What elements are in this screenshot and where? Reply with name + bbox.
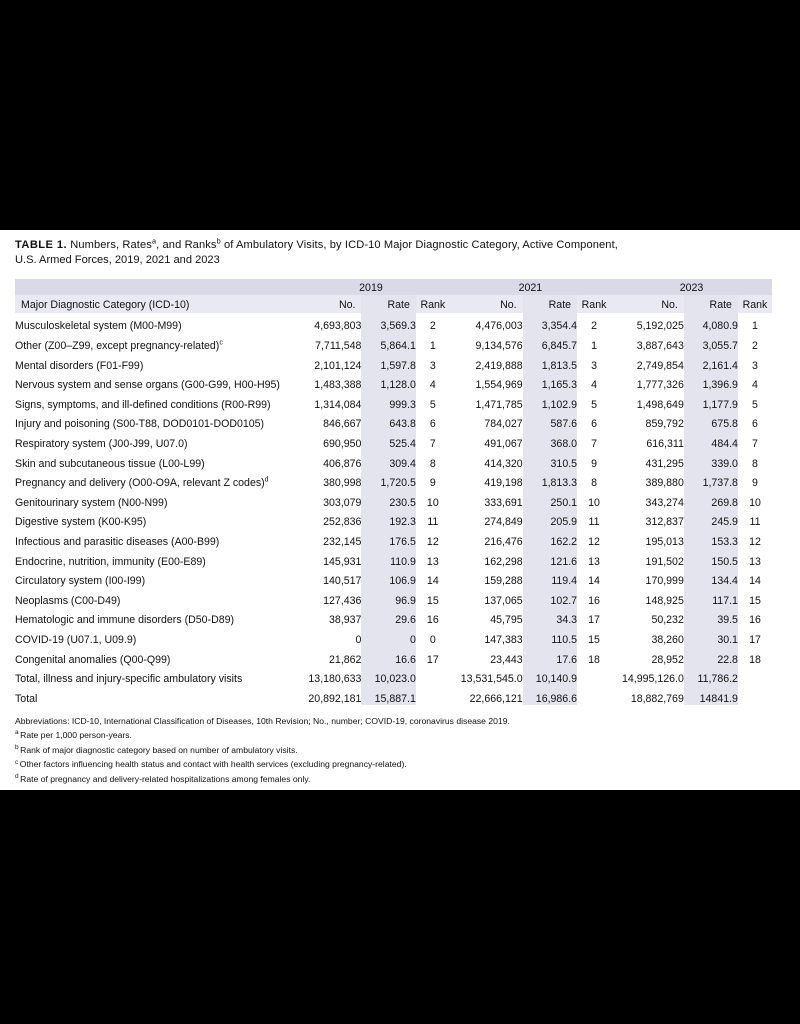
- cell-2021-rank: 6: [591, 418, 597, 431]
- cell-2023-rate: 3,055.7: [684, 332, 738, 352]
- table-row: [15, 587, 772, 607]
- cell-2019-rate: 106.9: [361, 568, 415, 588]
- cell-2021-rate: 34.3: [523, 607, 577, 627]
- cell-2019-rank: 12: [426, 535, 439, 548]
- cell-2023-no: 859,792: [645, 418, 684, 431]
- cell-2023-rate: 134.4: [684, 568, 738, 588]
- row-category-label: COVID-19 (U07.1, U09.9): [15, 633, 137, 646]
- cell-2019-rank: 3: [429, 359, 436, 372]
- row-category-label: Congenital anomalies (Q00-Q99): [15, 653, 171, 666]
- cell-2019-no: 0: [355, 633, 362, 646]
- cell-2019-rank: 11: [427, 516, 439, 529]
- cell-2021-rank: 5: [591, 398, 597, 411]
- cell-2023-rank: 2: [752, 340, 758, 352]
- document-sheet: [0, 230, 800, 790]
- caption-part-3: of Ambulatory Visits, by ICD-10 Major Diagnostic Category, Active Component,: [220, 239, 618, 251]
- column-header-2019-no: No.: [292, 295, 361, 313]
- cell-2019-rate: 999.3: [361, 391, 415, 411]
- column-header-category: Major Diagnostic Category (ICD-10): [15, 295, 292, 313]
- table-row: [15, 568, 772, 588]
- table-row: [15, 548, 772, 568]
- cell-2023-no: 18,882,769: [630, 692, 684, 705]
- cell-2023-rank: 17: [749, 633, 761, 646]
- cell-2021-rate: 119.4: [523, 568, 577, 588]
- cell-2019-no: 380,998: [323, 477, 362, 490]
- row-category-label: Respiratory system (J00-J99, U07.0): [15, 437, 188, 450]
- cell-2021-rate: 110.5: [523, 626, 577, 646]
- year-group-header-row: [15, 279, 772, 295]
- cell-2021-rank: 8: [591, 477, 597, 490]
- cell-2021-rank: 3: [591, 359, 597, 372]
- cell-2019-rate: 29.6: [361, 607, 415, 627]
- footnote-marker-d: d: [264, 476, 269, 484]
- cell-2019-no: 406,876: [323, 457, 362, 470]
- footnote-marker-b: b: [15, 744, 19, 752]
- column-header-2023-rank: Rank: [738, 295, 772, 313]
- table-body: [15, 313, 772, 705]
- cell-2021-rate: 310.5: [523, 450, 577, 470]
- cell-2023-rank: 3: [752, 359, 758, 372]
- table-row: [15, 411, 772, 431]
- table-row: [15, 646, 772, 666]
- cell-2021-rate: 1,165.3: [523, 372, 577, 392]
- cell-2021-rank: 18: [588, 653, 600, 666]
- cell-2021-no: 147,383: [484, 633, 523, 646]
- cell-2023-rate: 2,161.4: [684, 352, 738, 372]
- cell-2023-rate: 22.8: [684, 646, 738, 666]
- cell-2023-rate: 30.1: [684, 626, 738, 646]
- table-row: [15, 313, 772, 333]
- cell-2021-no: 23,443: [490, 653, 523, 666]
- cell-2021-rate: 10,140.9: [523, 666, 577, 686]
- cell-2021-no: 784,027: [484, 418, 523, 431]
- year-group-2023: 2023: [611, 279, 772, 295]
- cell-2023-no: 389,880: [645, 477, 684, 490]
- year-group-2021: 2021: [450, 279, 611, 295]
- cell-2019-no: 7,711,548: [315, 340, 362, 352]
- cell-2023-no: 343,274: [645, 496, 684, 509]
- cell-2019-no: 145,931: [323, 555, 362, 568]
- column-header-2019-rate: Rate: [361, 295, 415, 313]
- cell-2019-rank: 0: [429, 633, 436, 646]
- cell-2023-rank: 4: [752, 379, 758, 392]
- cell-2019-no: 20,892,181: [308, 692, 362, 705]
- cell-2021-rate: 162.2: [523, 528, 577, 548]
- cell-2023-rank: [738, 666, 772, 686]
- table-row: [15, 528, 772, 548]
- cell-2019-rate: 176.5: [361, 528, 415, 548]
- cell-2021-rank: 10: [588, 496, 600, 509]
- cell-2019-rate: 230.5: [361, 489, 415, 509]
- cell-2019-rate: 110.9: [361, 548, 415, 568]
- cell-2021-no: 216,476: [484, 535, 523, 548]
- cell-2019-no: 1,314,084: [314, 398, 362, 411]
- row-category-label: Other (Z00–Z99, except pregnancy-related)$^c$: [15, 339, 223, 352]
- cell-2019-no: 303,079: [323, 496, 362, 509]
- cell-2023-no: 5,192,025: [636, 320, 684, 333]
- cell-2019-no: 1,483,388: [314, 379, 362, 392]
- cell-2021-rate: 121.6: [523, 548, 577, 568]
- cell-2019-rank: 7: [429, 437, 436, 450]
- cell-2023-no: 191,502: [645, 555, 684, 568]
- cell-2023-rate: 150.5: [684, 548, 738, 568]
- cell-2019-no: 232,145: [323, 535, 362, 548]
- cell-2021-no: 4,476,003: [475, 320, 523, 333]
- cell-2019-no: 13,180,633: [308, 673, 362, 686]
- cell-2021-rate: 102.7: [523, 587, 577, 607]
- cell-2023-no: 38,260: [651, 633, 684, 646]
- cell-2021-rank: [577, 685, 611, 705]
- cell-2023-no: 431,295: [645, 457, 684, 470]
- cell-2023-rate: 269.8: [684, 489, 738, 509]
- year-group-2019: 2019: [292, 279, 450, 295]
- cell-2023-rate: 1,177.9: [684, 391, 738, 411]
- cell-2023-no: 28,952: [651, 653, 684, 666]
- table-total-row: [15, 666, 772, 686]
- row-category-label: Injury and poisoning (S00-T88, DOD0101-DOD0105): [15, 418, 265, 431]
- cell-2021-rate: 368.0: [523, 430, 577, 450]
- cell-2023-no: 616,311: [646, 437, 684, 450]
- cell-2021-rate: 1,813.5: [523, 352, 577, 372]
- table-row: [15, 607, 772, 627]
- row-total-label: Total, illness and injury-specific ambulatory visits: [15, 673, 243, 686]
- cell-2021-no: 333,691: [484, 496, 523, 509]
- caption-part-1: Numbers, Rates: [67, 239, 152, 251]
- cell-2019-rank: 17: [426, 653, 439, 666]
- footnote-marker-d: d: [15, 773, 19, 781]
- cell-2023-rate: 14841.9: [684, 685, 738, 705]
- cell-2019-rate: 309.4: [361, 450, 415, 470]
- table-footnotes: [15, 714, 785, 787]
- cell-2023-no: 1,498,649: [636, 398, 684, 411]
- cell-2023-rank: 11: [749, 516, 761, 529]
- cell-2019-no: 252,836: [323, 516, 362, 529]
- cell-2023-rank: 7: [752, 437, 758, 450]
- cell-2019-rank: 9: [429, 477, 436, 490]
- cell-2023-rate: 245.9: [684, 509, 738, 529]
- column-header-2019-rank: Rank: [416, 295, 450, 313]
- row-category-label: Signs, symptoms, and ill-defined conditions (R00-R99): [15, 398, 271, 411]
- cell-2021-rate: 6,845.7: [523, 332, 577, 352]
- cell-2021-rank: 15: [588, 633, 600, 646]
- footnote-marker-a: a: [151, 236, 157, 246]
- cell-2019-rate: 0: [361, 626, 415, 646]
- footnote-b: $^b$ Rank of major diagnostic category based on number of ambulatory visits.: [15, 744, 298, 755]
- cell-2023-rank: 1: [752, 320, 758, 333]
- cell-2023-rank: 16: [749, 614, 761, 627]
- cell-2023-no: 2,749,854: [636, 359, 684, 372]
- cell-2019-no: 21,862: [329, 653, 362, 666]
- cell-2021-rate: 1,813.3: [523, 470, 577, 490]
- table-total-row: [15, 685, 772, 705]
- cell-2021-rank: 12: [588, 535, 600, 548]
- footnote-marker-c: c: [219, 339, 223, 347]
- cell-2021-rate: 587.6: [523, 411, 577, 431]
- table-row: [15, 626, 772, 646]
- cell-2021-no: 491,067: [484, 437, 523, 450]
- cell-2021-no: 45,795: [490, 614, 523, 627]
- cell-2019-rank: [416, 685, 450, 705]
- cell-2021-rate: 205.9: [523, 509, 577, 529]
- cell-2023-rate: 11,786.2: [684, 666, 738, 686]
- abbreviations-note: Abbreviations: ICD-10, International Classification of Diseases, 10th Revision; No., number; COVID-19, coronavirus disease 2019.: [15, 715, 510, 726]
- table-row: [15, 332, 772, 352]
- cell-2019-rank: 13: [426, 555, 439, 568]
- cell-2021-rate: 250.1: [523, 489, 577, 509]
- cell-2019-rank: 1: [429, 340, 436, 352]
- cell-2019-rank: 2: [429, 320, 436, 333]
- cell-2019-rank: 6: [429, 418, 436, 431]
- cell-2021-rank: 11: [588, 516, 600, 529]
- row-category-label: Endocrine, nutrition, immunity (E00-E89): [15, 555, 206, 568]
- cell-2023-rank: 18: [749, 653, 761, 666]
- column-header-2023-no: No.: [611, 295, 684, 313]
- cell-2023-rank: 13: [749, 555, 761, 568]
- cell-2021-rank: 14: [588, 575, 600, 588]
- cell-2023-rate: 4,080.9: [684, 313, 738, 333]
- cell-2023-no: 312,837: [645, 516, 684, 529]
- cell-2021-no: 159,288: [484, 575, 523, 588]
- footnote-marker-c: c: [15, 758, 19, 766]
- year-band-spacer: [15, 279, 292, 295]
- table-row: [15, 430, 772, 450]
- cell-2021-no: 1,471,785: [475, 398, 523, 411]
- cell-2019-rank: 8: [429, 457, 436, 470]
- cell-2021-rank: 13: [588, 555, 600, 568]
- cell-2023-rate: 339.0: [684, 450, 738, 470]
- cell-2021-no: 2,419,888: [475, 359, 523, 372]
- footnote-d: $^d$ Rate of pregnancy and delivery-related hospitalizations among females only.: [15, 773, 311, 785]
- cell-2021-no: 414,320: [484, 457, 523, 470]
- cell-2023-rate: 153.3: [684, 528, 738, 548]
- cell-2021-rank: 7: [591, 437, 597, 450]
- cell-2023-no: 195,013: [645, 535, 684, 548]
- cell-2021-no: 274,849: [484, 516, 523, 529]
- cell-2019-rank: [416, 666, 450, 686]
- table-number-label: TABLE 1.: [15, 239, 68, 251]
- row-category-label: Infectious and parasitic diseases (A00-B99): [15, 535, 220, 548]
- cell-2023-rank: [738, 685, 772, 705]
- cell-2019-no: 846,667: [323, 418, 362, 431]
- table-row: [15, 391, 772, 411]
- column-header-2021-no: No.: [450, 295, 523, 313]
- cell-2021-no: 13,531,545.0: [460, 673, 523, 686]
- cell-2019-rate: 192.3: [361, 509, 415, 529]
- cell-2019-no: 4,693,803: [314, 320, 362, 333]
- cell-2021-no: 22,666,121: [469, 692, 523, 705]
- cell-2019-rate: 1,128.0: [361, 372, 415, 392]
- cell-2023-no: 1,777,326: [636, 379, 684, 392]
- cell-2019-rate: 1,720.5: [361, 470, 415, 490]
- row-total-label: Total: [15, 692, 38, 705]
- cell-2023-rank: 6: [752, 418, 758, 431]
- cell-2023-no: 14,995,126.0: [621, 673, 684, 686]
- table-row: [15, 372, 772, 392]
- cell-2019-rate: 16.6: [361, 646, 415, 666]
- table-row: [15, 470, 772, 490]
- cell-2019-no: 690,950: [323, 437, 362, 450]
- cell-2019-rate: 15,887.1: [361, 685, 415, 705]
- cell-2019-rank: 10: [426, 496, 439, 509]
- row-category-label: Skin and subcutaneous tissue (L00-L99): [15, 457, 205, 470]
- cell-2019-no: 2,101,124: [314, 359, 362, 372]
- cell-2023-no: 3,887,643: [636, 340, 684, 352]
- table-row: [15, 509, 772, 529]
- row-category-label: Nervous system and sense organs (G00-G99, H00-H95): [15, 379, 280, 392]
- cell-2023-rank: 14: [749, 575, 761, 588]
- column-header-row: [15, 295, 772, 313]
- table-caption-line2: U.S. Armed Forces, 2019, 2021 and 2023: [15, 254, 220, 267]
- cell-2021-rank: 2: [591, 320, 597, 333]
- cell-2023-no: 148,925: [645, 594, 684, 607]
- cell-2021-rank: 4: [591, 379, 597, 392]
- row-category-label: Hematologic and immune disorders (D50-D89): [15, 614, 235, 627]
- cell-2021-rate: 1,102.9: [523, 391, 577, 411]
- table-row: [15, 352, 772, 372]
- ambulatory-visits-table: [15, 279, 772, 705]
- cell-2021-rate: 3,354.4: [523, 313, 577, 333]
- cell-2019-rate: 525.4: [361, 430, 415, 450]
- footnote-marker-b: b: [216, 236, 221, 246]
- cell-2019-rank: 16: [426, 614, 439, 627]
- cell-2021-rate: 17.6: [523, 646, 577, 666]
- table-caption: [15, 238, 785, 253]
- cell-2023-rank: 15: [749, 594, 761, 607]
- column-header-2021-rate: Rate: [523, 295, 577, 313]
- footnote-c: $^c$ Other factors influencing health status and contact with health services (excluding pregnancy-related).: [15, 758, 407, 770]
- cell-2021-no: 419,198: [484, 477, 523, 490]
- row-category-label: Pregnancy and delivery (O00-O9A, relevant Z codes)$^d$: [15, 476, 269, 490]
- cell-2021-no: 137,065: [484, 594, 523, 607]
- cell-2023-rate: 484.4: [684, 430, 738, 450]
- footnote-a: $^a$ Rate per 1,000 person-years.: [15, 729, 132, 741]
- cell-2019-no: 127,436: [323, 594, 362, 607]
- cell-2023-rate: 39.5: [684, 607, 738, 627]
- cell-2023-rate: 117.1: [684, 587, 738, 607]
- cell-2023-no: 170,999: [645, 575, 684, 588]
- row-category-label: Mental disorders (F01-F99): [15, 359, 144, 372]
- cell-2021-rank: 16: [588, 594, 600, 607]
- cell-2023-rate: 675.8: [684, 411, 738, 431]
- caption-part-2: , and Ranks: [156, 239, 217, 251]
- cell-2023-rate: 1,396.9: [684, 372, 738, 392]
- cell-2023-rank: 8: [752, 457, 758, 470]
- cell-2023-rank: 12: [749, 535, 761, 548]
- cell-2019-rate: 3,569.3: [361, 313, 415, 333]
- cell-2021-rank: 17: [588, 614, 600, 627]
- cell-2019-rank: 4: [429, 379, 436, 392]
- cell-2019-no: 140,517: [323, 575, 362, 588]
- cell-2021-no: 1,554,969: [475, 379, 523, 392]
- cell-2021-no: 162,298: [484, 555, 523, 568]
- column-header-2023-rate: Rate: [684, 295, 738, 313]
- table-row: [15, 489, 772, 509]
- row-category-label: Musculoskeletal system (M00-M99): [15, 320, 182, 333]
- cell-2023-rate: 1,737.8: [684, 470, 738, 490]
- cell-2023-rank: 5: [752, 398, 758, 411]
- cell-2021-rank: 9: [591, 457, 597, 470]
- footnote-marker-a: a: [15, 729, 19, 737]
- cell-2023-rank: 9: [752, 477, 758, 490]
- row-category-label: Circulatory system (I00-I99): [15, 575, 146, 588]
- row-category-label: Neoplasms (C00-D49): [15, 594, 121, 607]
- cell-2023-no: 50,232: [651, 614, 684, 627]
- cell-2019-no: 38,937: [329, 614, 362, 627]
- column-header-2021-rank: Rank: [577, 295, 611, 313]
- table-head: [15, 279, 772, 313]
- cell-2019-rate: 5,864.1: [361, 332, 415, 352]
- cell-2021-rank: 1: [591, 340, 597, 352]
- cell-2019-rate: 1,597.8: [361, 352, 415, 372]
- cell-2019-rank: 14: [426, 575, 439, 588]
- cell-2019-rate: 10,023.0: [361, 666, 415, 686]
- cell-2021-rank: [577, 666, 611, 686]
- cell-2019-rate: 96.9: [361, 587, 415, 607]
- cell-2021-no: 9,134,576: [475, 340, 523, 352]
- cell-2019-rank: 15: [426, 594, 439, 607]
- table-row: [15, 450, 772, 470]
- cell-2023-rank: 10: [749, 496, 761, 509]
- row-category-label: Digestive system (K00-K95): [15, 516, 147, 529]
- row-category-label: Genitourinary system (N00-N99): [15, 496, 168, 509]
- cell-2019-rank: 5: [429, 398, 436, 411]
- cell-2021-rate: 16,986.6: [523, 685, 577, 705]
- cell-2019-rate: 643.8: [361, 411, 415, 431]
